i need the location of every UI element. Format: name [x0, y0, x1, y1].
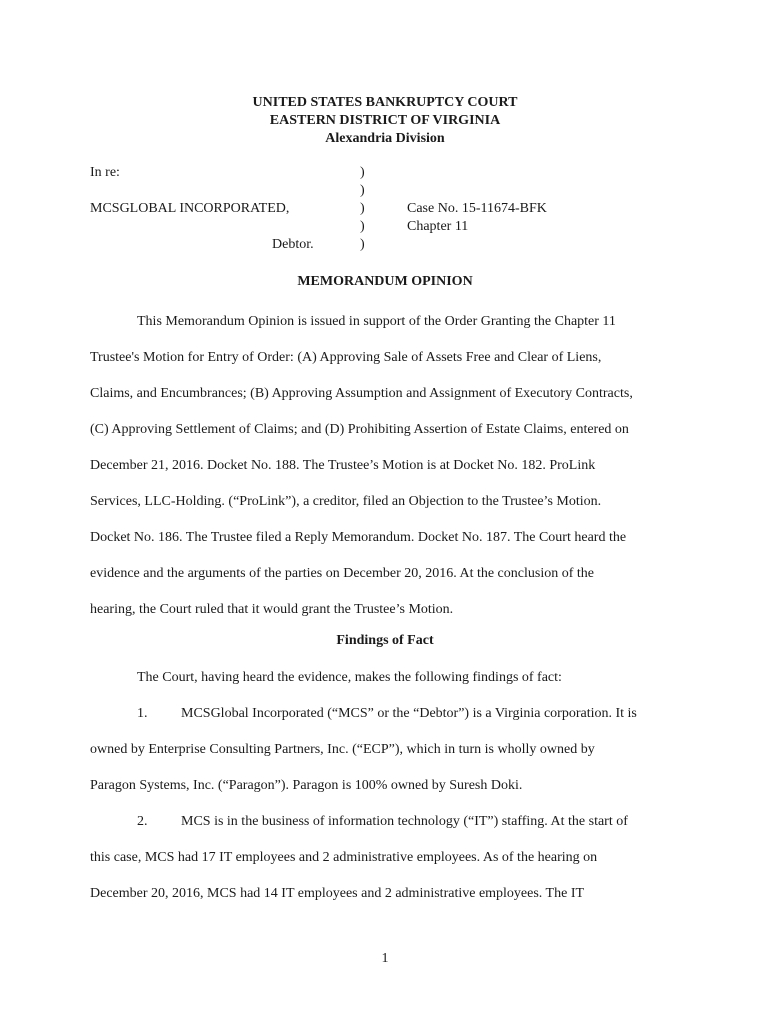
intro-line: evidence and the arguments of the parties on December 20, 2016. At the conclusion of the	[90, 566, 594, 581]
intro-line: This Memorandum Opinion is issued in support of the Order Granting the Chapter 11	[137, 314, 616, 329]
court-division: Alexandria Division	[325, 131, 445, 146]
intro-line: Trustee's Motion for Entry of Order: (A) Approving Sale of Assets Free and Clear of Liens,	[90, 350, 602, 365]
court-header	[0, 94, 770, 148]
caption-case-info	[407, 200, 547, 236]
intro-line: Services, LLC-Holding. (“ProLink”), a creditor, filed an Objection to the Trustee’s Motion.	[90, 494, 602, 509]
paragraph-line: MCSGlobal Incorporated (“MCS” or the “Debtor”) is a Virginia corporation. It is	[181, 706, 637, 721]
debtor-label: Debtor.	[272, 237, 314, 252]
in-re-label: In re:	[90, 165, 120, 180]
paragraph-line: MCS is in the business of information technology (“IT”) staffing. At the start of	[181, 814, 628, 829]
caption-parentheses	[360, 164, 365, 254]
paragraph-number: 2.	[137, 814, 148, 829]
debtor-name: MCSGLOBAL INCORPORATED,	[90, 201, 290, 216]
intro-line: December 21, 2016. Docket No. 188. The Trustee’s Motion is at Docket No. 182. ProLink	[90, 458, 596, 473]
caption-parties	[90, 164, 314, 254]
caption-paren: )	[360, 219, 365, 234]
intro-line: hearing, the Court ruled that it would grant the Trustee’s Motion.	[90, 602, 454, 617]
court-name: UNITED STATES BANKRUPTCY COURT	[252, 95, 518, 110]
paragraph-line: December 20, 2016, MCS had 14 IT employees and 2 administrative employees. The IT	[90, 886, 585, 901]
case-number: Case No. 15-11674-BFK	[407, 201, 547, 216]
paragraph-line: Paragon Systems, Inc. (“Paragon”). Paragon is 100% owned by Suresh Doki.	[90, 778, 523, 793]
intro-line: Claims, and Encumbrances; (B) Approving Assumption and Assignment of Executory Contracts,	[90, 386, 633, 401]
page-number: 1	[381, 951, 389, 966]
caption-paren: )	[360, 237, 365, 252]
opinion-title: MEMORANDUM OPINION	[297, 274, 473, 289]
findings-intro: The Court, having heard the evidence, makes the following findings of fact:	[137, 670, 562, 685]
caption-paren: )	[360, 201, 365, 216]
caption-paren: )	[360, 183, 365, 198]
intro-line: Docket No. 186. The Trustee filed a Reply Memorandum. Docket No. 187. The Court heard the	[90, 530, 627, 545]
paragraph-line: owned by Enterprise Consulting Partners, Inc. (“ECP”), which in turn is wholly owned by	[90, 742, 595, 757]
paragraph-number: 1.	[137, 706, 148, 721]
findings-title: Findings of Fact	[336, 633, 434, 648]
paragraph-line: this case, MCS had 17 IT employees and 2 administrative employees. As of the hearing on	[90, 850, 598, 865]
court-district: EASTERN DISTRICT OF VIRGINIA	[269, 113, 501, 128]
chapter-label: Chapter 11	[407, 219, 469, 234]
caption-paren: )	[360, 165, 365, 180]
intro-line: (C) Approving Settlement of Claims; and (D) Prohibiting Assertion of Estate Claims, entered on	[90, 422, 629, 437]
